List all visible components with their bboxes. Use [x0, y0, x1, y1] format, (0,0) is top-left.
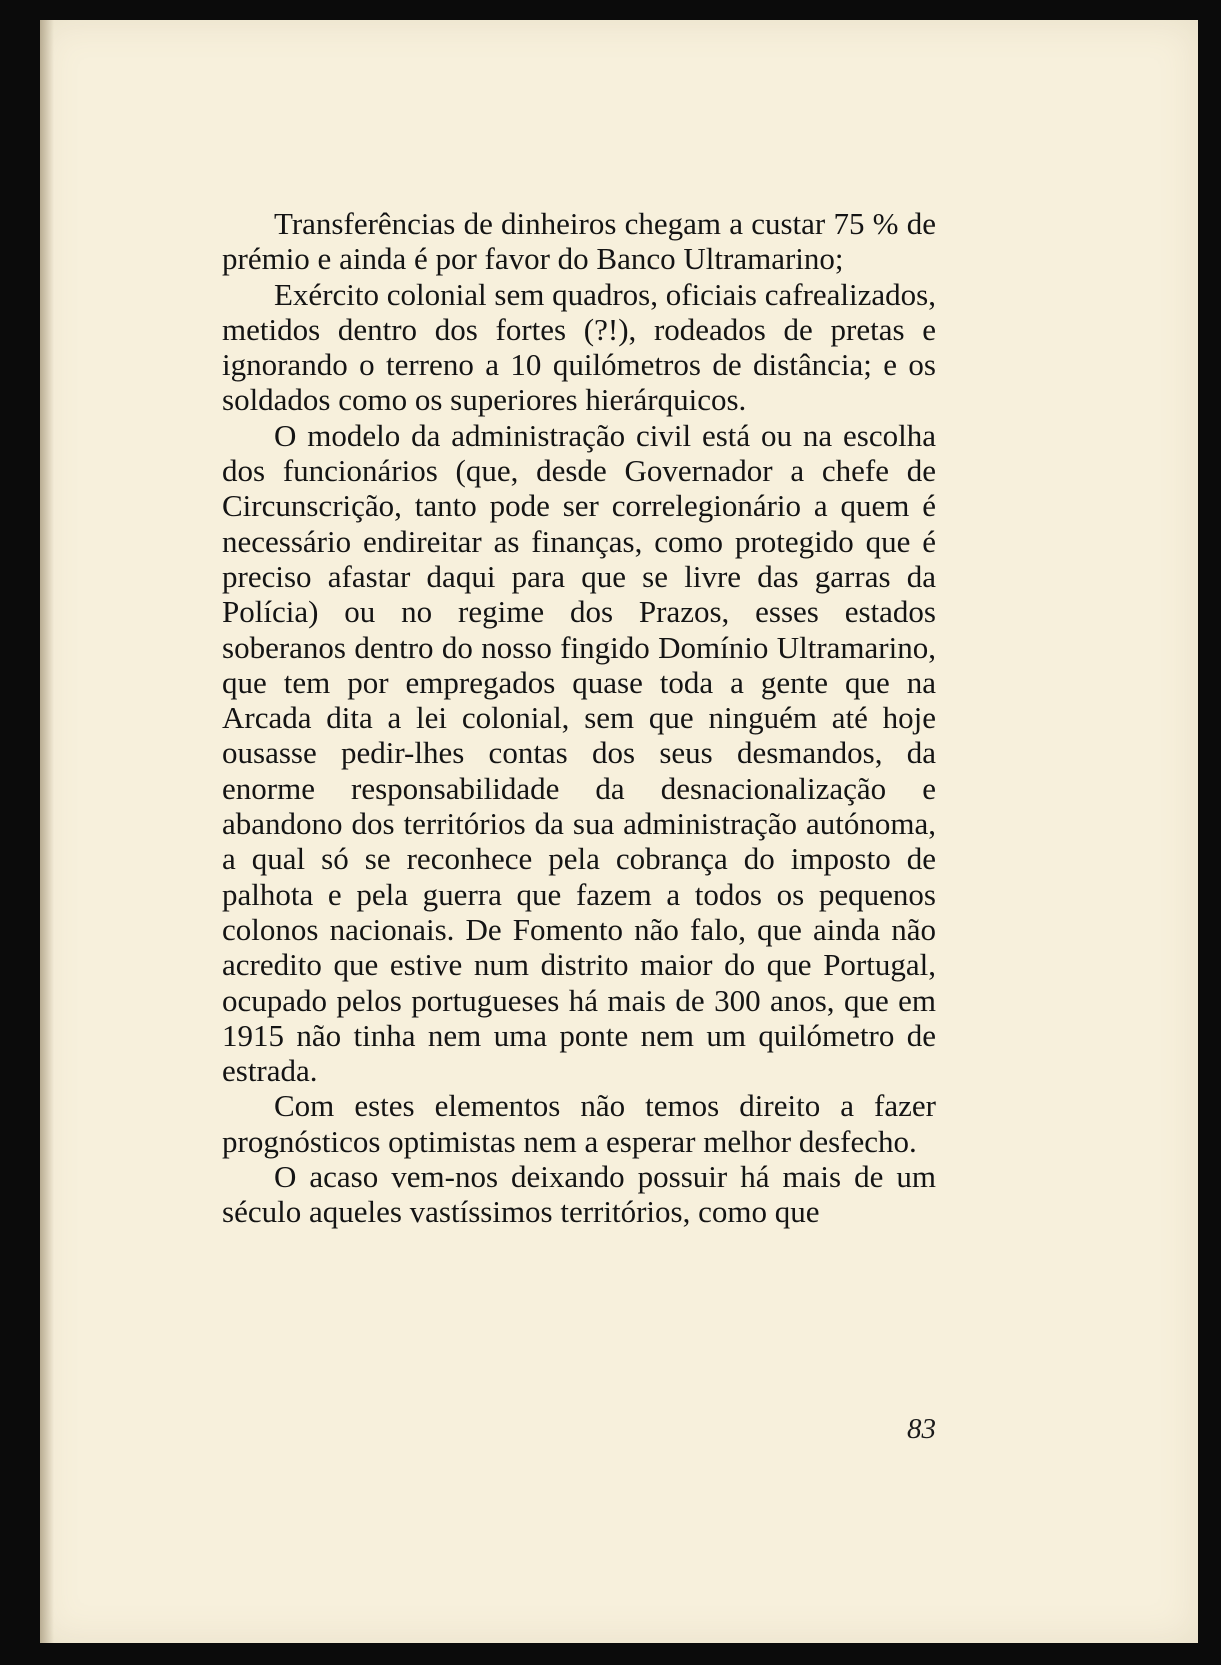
- paragraph-transfers: Transferências de dinheiros chegam a custar 75 % de prémio e ainda é por favor do Banco Ultramarino;: [222, 206, 936, 277]
- paragraph-army: Exército colonial sem quadros, oficiais cafrealizados, metidos dentro dos fortes (?!), rodeados de pretas e ignorando o terreno a 10 quilómetros de distância; e os soldados como os superiores hierárquicos.: [222, 276, 936, 418]
- page-number: 83: [907, 1413, 936, 1445]
- body-text: [222, 206, 936, 1230]
- page-spine-shadow: [40, 20, 54, 1643]
- paragraph-administration: O modelo da administração civil está ou na escolha dos funcionários (que, desde Governador a chefe de Circunscrição, tanto pode ser correlegionário a quem é necessário endireitar as finanças, como protegido que é preciso afastar daqui para que se livre das garras da Polícia) ou no regime dos Prazos, esses estados soberanos dentro do nosso fingido Domínio Ultramarino, que tem por empregados quase toda a gente que na Arcada dita a lei colonial, sem que ninguém até hoje ousasse pedir-lhes contas dos seus desmandos, da enorme responsabilidade da desnacionalização e abandono dos territórios da sua administração autónoma, a qual só se reconhece pela cobrança do imposto de palhota e pela guerra que fazem a todos os pequenos colonos nacionais. De Fomento não falo, que ainda não acredito que estive num distrito maior do que Portugal, ocupado pelos portugueses há mais de 300 anos, que em 1915 não tinha nem uma ponte nem um quilómetro de estrada.: [222, 417, 936, 1089]
- paragraph-prognosis: Com estes elementos não temos direito a fazer prognósticos optimistas nem a esperar melhor desfecho.: [222, 1088, 936, 1159]
- paragraph-chance: O acaso vem-nos deixando possuir há mais de um século aqueles vastíssimos territórios, como que: [222, 1159, 936, 1230]
